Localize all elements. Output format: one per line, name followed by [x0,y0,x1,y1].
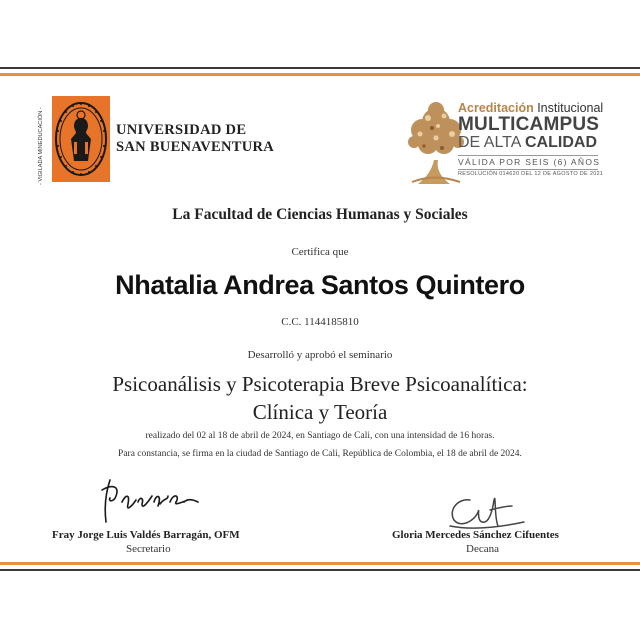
accreditation-resolution: RESOLUCIÓN 014620 DEL 12 DE AGOSTO DE 2021 [458,171,604,177]
university-name [116,122,274,156]
dean-name: Gloria Mercedes Sánchez Cifuentes [392,529,559,541]
bottom-dark-rule [0,569,640,571]
secretary-signature [96,472,206,532]
accreditation-multicampus: MULTICAMPUS [458,114,600,135]
vigilada-mineducacion-label [22,97,52,187]
accreditation-line1: Acreditación Institucional [458,101,604,115]
seal-icon [52,96,110,182]
svg-text:- VIGILADA MINEDUCACIÓN -: - VIGILADA MINEDUCACIÓN - [38,107,44,185]
accreditation-validity: VÁLIDA POR SEIS (6) AÑOS [458,157,601,167]
bottom-orange-rule [0,562,640,565]
recipient-name: Nhatalia Andrea Santos Quintero [115,270,525,300]
seminar-title-line2: Clínica y Teoría [252,400,388,424]
dean-role: Decana [466,543,499,555]
secretary-name: Fray Jorge Luis Valdés Barragán, OFM [52,529,240,541]
seminar-title-line1: Psicoanálisis y Psicoterapia Breve Psicoanalítica: [112,372,528,396]
accreditation-alta-calidad: DE ALTA CALIDAD [458,134,597,151]
developed-label: Desarrolló y aprobó el seminario [247,349,393,361]
seminar-details: realizado del 02 al 18 de abril de 2024, en Santiago de Cali, con una intensidad de 16 horas. [145,431,495,441]
tree-icon [408,102,464,184]
accreditation-rule-bottom [458,169,598,170]
faculty-heading: La Facultad de Ciencias Humanas y Sociales [172,206,468,223]
university-name-line1: UNIVERSIDAD DE [116,122,247,138]
university-seal-logo [52,96,110,182]
seminar-title [0,370,640,426]
secretary-role: Secretario [126,543,171,555]
accreditation-rule-top [458,155,598,156]
top-dark-rule [0,67,640,69]
university-name-line2: SAN BUENAVENTURA [116,139,275,155]
constancy-text: Para constancia, se firma en la ciudad de Santiago de Cali, República de Colombia, el 18 de abril de 2024. [118,449,522,459]
top-orange-rule [0,73,640,76]
recipient-id: C.C. 1144185810 [281,316,359,328]
certifies-label: Certifica que [291,246,349,258]
